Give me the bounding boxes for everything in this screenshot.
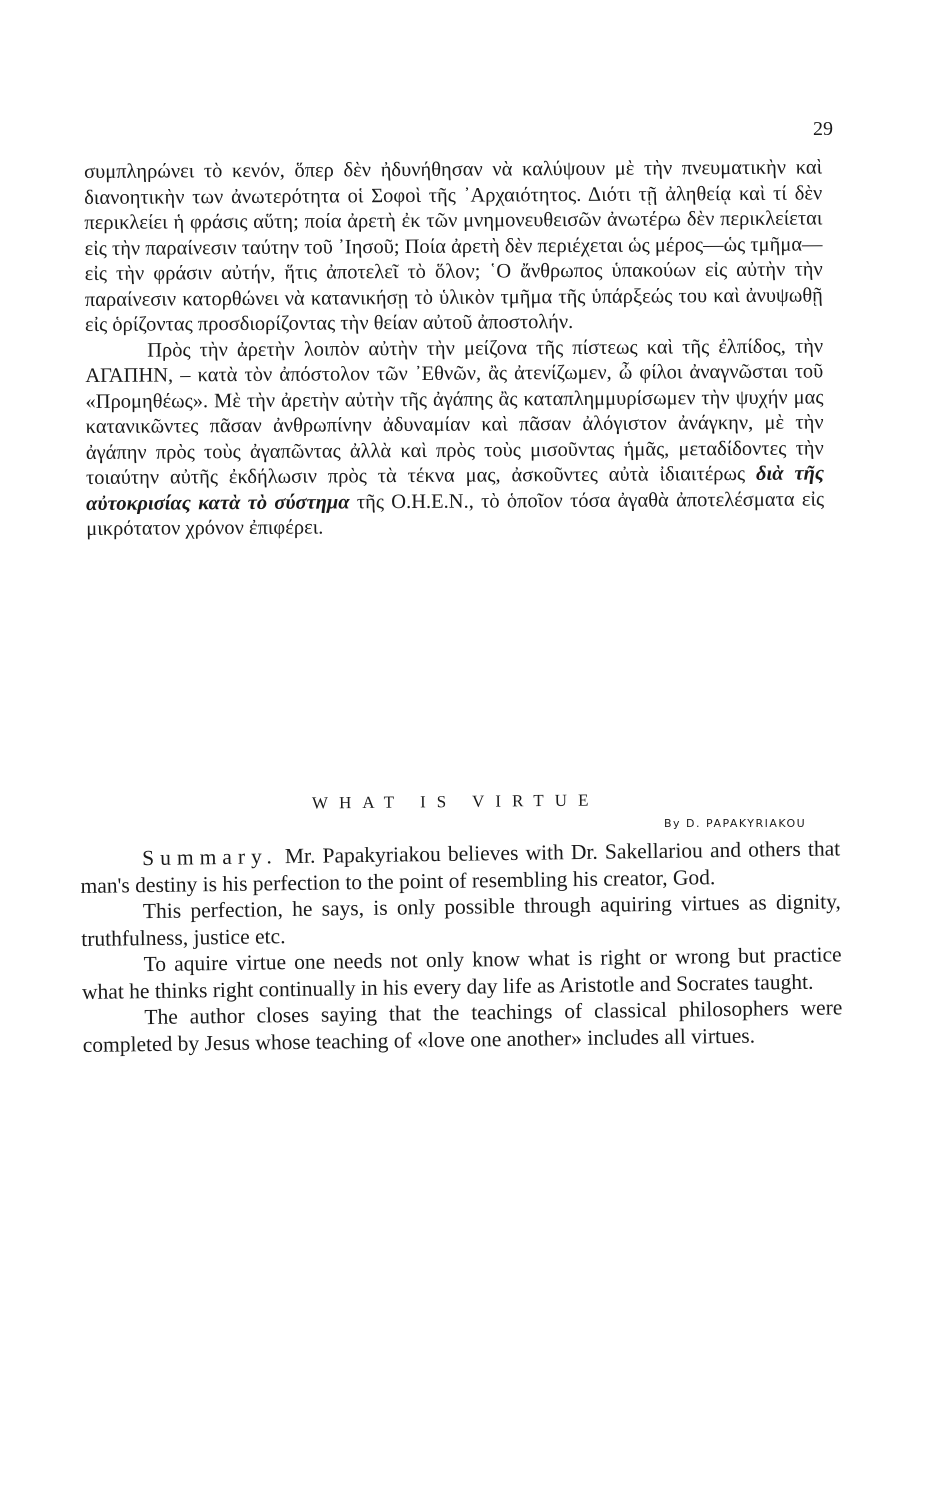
greek-paragraph-2-text: Πρὸς τὴν ἀρετὴν λοιπὸν αὐτὴν τὴν μείζονα τῆς πίστεως καὶ τῆς ἐλπίδος, τὴν ΑΓΑΠΗΝ, – κατὰ τὸν ἀπόστολον τῶν ᾿Εθνῶν, ἂς ἀτενίζωμεν, ὦ φίλοι ἀναγνῶσται τοῦ «Προμηθέως». Μὲ τὴν ἀρετὴν αὐτὴν τῆς ἀγάπης ἂς καταπλημμυρίσωμεν τὴν ψυχήν μας κατανικῶντες πᾶσαν ἀνθρωπίνην ἀδυναμίαν καὶ πᾶσαν ἀλόγιστον ἀνάγκην, μὲ τὴν ἀγάπην πρὸς τοὺς ἀγαπῶντας ἀλλὰ καὶ πρὸς τοὺς μισοῦντας ἡμᾶς, μεταδίδοντες τὴν τοιαύτην αὐτῆς ἐκδήλωσιν πρὸς τὰ τέκνα μας, ἀσκοῦντες αὐτὰ ἰδιαιτέρως [85,334,824,489]
byline: By D. PAPAKYRIAKOU [664,817,807,830]
summary-paragraph-3: To aquire virtue one needs not only know what is right or wrong but practice what he thinks right continually in his every day life as Aristotle and Socrates taught. [81,942,842,1004]
summary-label: Summary. [142,844,278,871]
emphasized-phrase: διὰ τῆς αὐτοκρισίας κατὰ τὸ σύστημα [86,462,824,515]
page-number: 29 [813,118,833,140]
section-title: WHAT IS VIRTUE [311,790,600,813]
greek-paragraph-2 [85,334,824,543]
greek-article-body [84,155,824,542]
summary-paragraph-4: The author closes saying that the teachings of classical philosophers were completed by Jesus whose teaching of «love one another» includes all virtues. [82,995,843,1057]
summary-paragraph-1-text: Mr. Papakyriakou believes with Dr. Sakellariou and others that man's destiny is his perfection to the point of resembling his creator, God. [80,836,841,898]
summary-paragraph-2: This perfection, he says, is only possible through aquiring virtues as dignity, truthfulness, justice etc. [81,889,842,951]
greek-paragraph-1: συμπληρώνει τὸ κενόν, ὅπερ δὲν ἠδυνήθησαν νὰ καλύψουν μὲ τὴν πνευματικὴν καὶ διανοητικὴν των ἀνωτερότητα οἱ Σοφοὶ τῆς ᾿Αρχαιότητος. Διότι τῇ ἀληθείᾳ καὶ τί δὲν περικλείει ἡ φράσις αὕτη; ποία ἀρετὴ ἐκ τῶν μνημονευθεισῶν ἀνωτέρω δὲν περικλείεται εἰς τὴν παραίνεσιν ταύτην τοῦ ᾿Ιησοῦ; Ποία ἀρετὴ δὲν περιέχεται ὡς μέρος—ὡς τμῆμα— εἰς τὴν φράσιν αὐτήν, ἥτις ἀποτελεῖ τὸ ὅλον; ῾Ο ἄνθρωπος ὑπακούων εἰς αὐτὴν τὴν παραίνεσιν κατορθώνει νὰ κατανικήσῃ τὸ ὑλικὸν τμῆμα τῆς ὑπάρξεώς του καὶ ἀνυψωθῇ εἰς ὁρίζοντας προσδιορίζοντας τὴν θείαν αὐτοῦ ἀποστολήν. [84,156,823,336]
english-summary [80,835,843,1058]
greek-paragraph-2-ending: τῆς Ο.Η.Ε.Ν., τὸ ὁποῖον τόσα ἀγαθὰ ἀποτελέσματα εἰς μικρότατον χρόνον ἐπιφέρει. [86,487,825,540]
